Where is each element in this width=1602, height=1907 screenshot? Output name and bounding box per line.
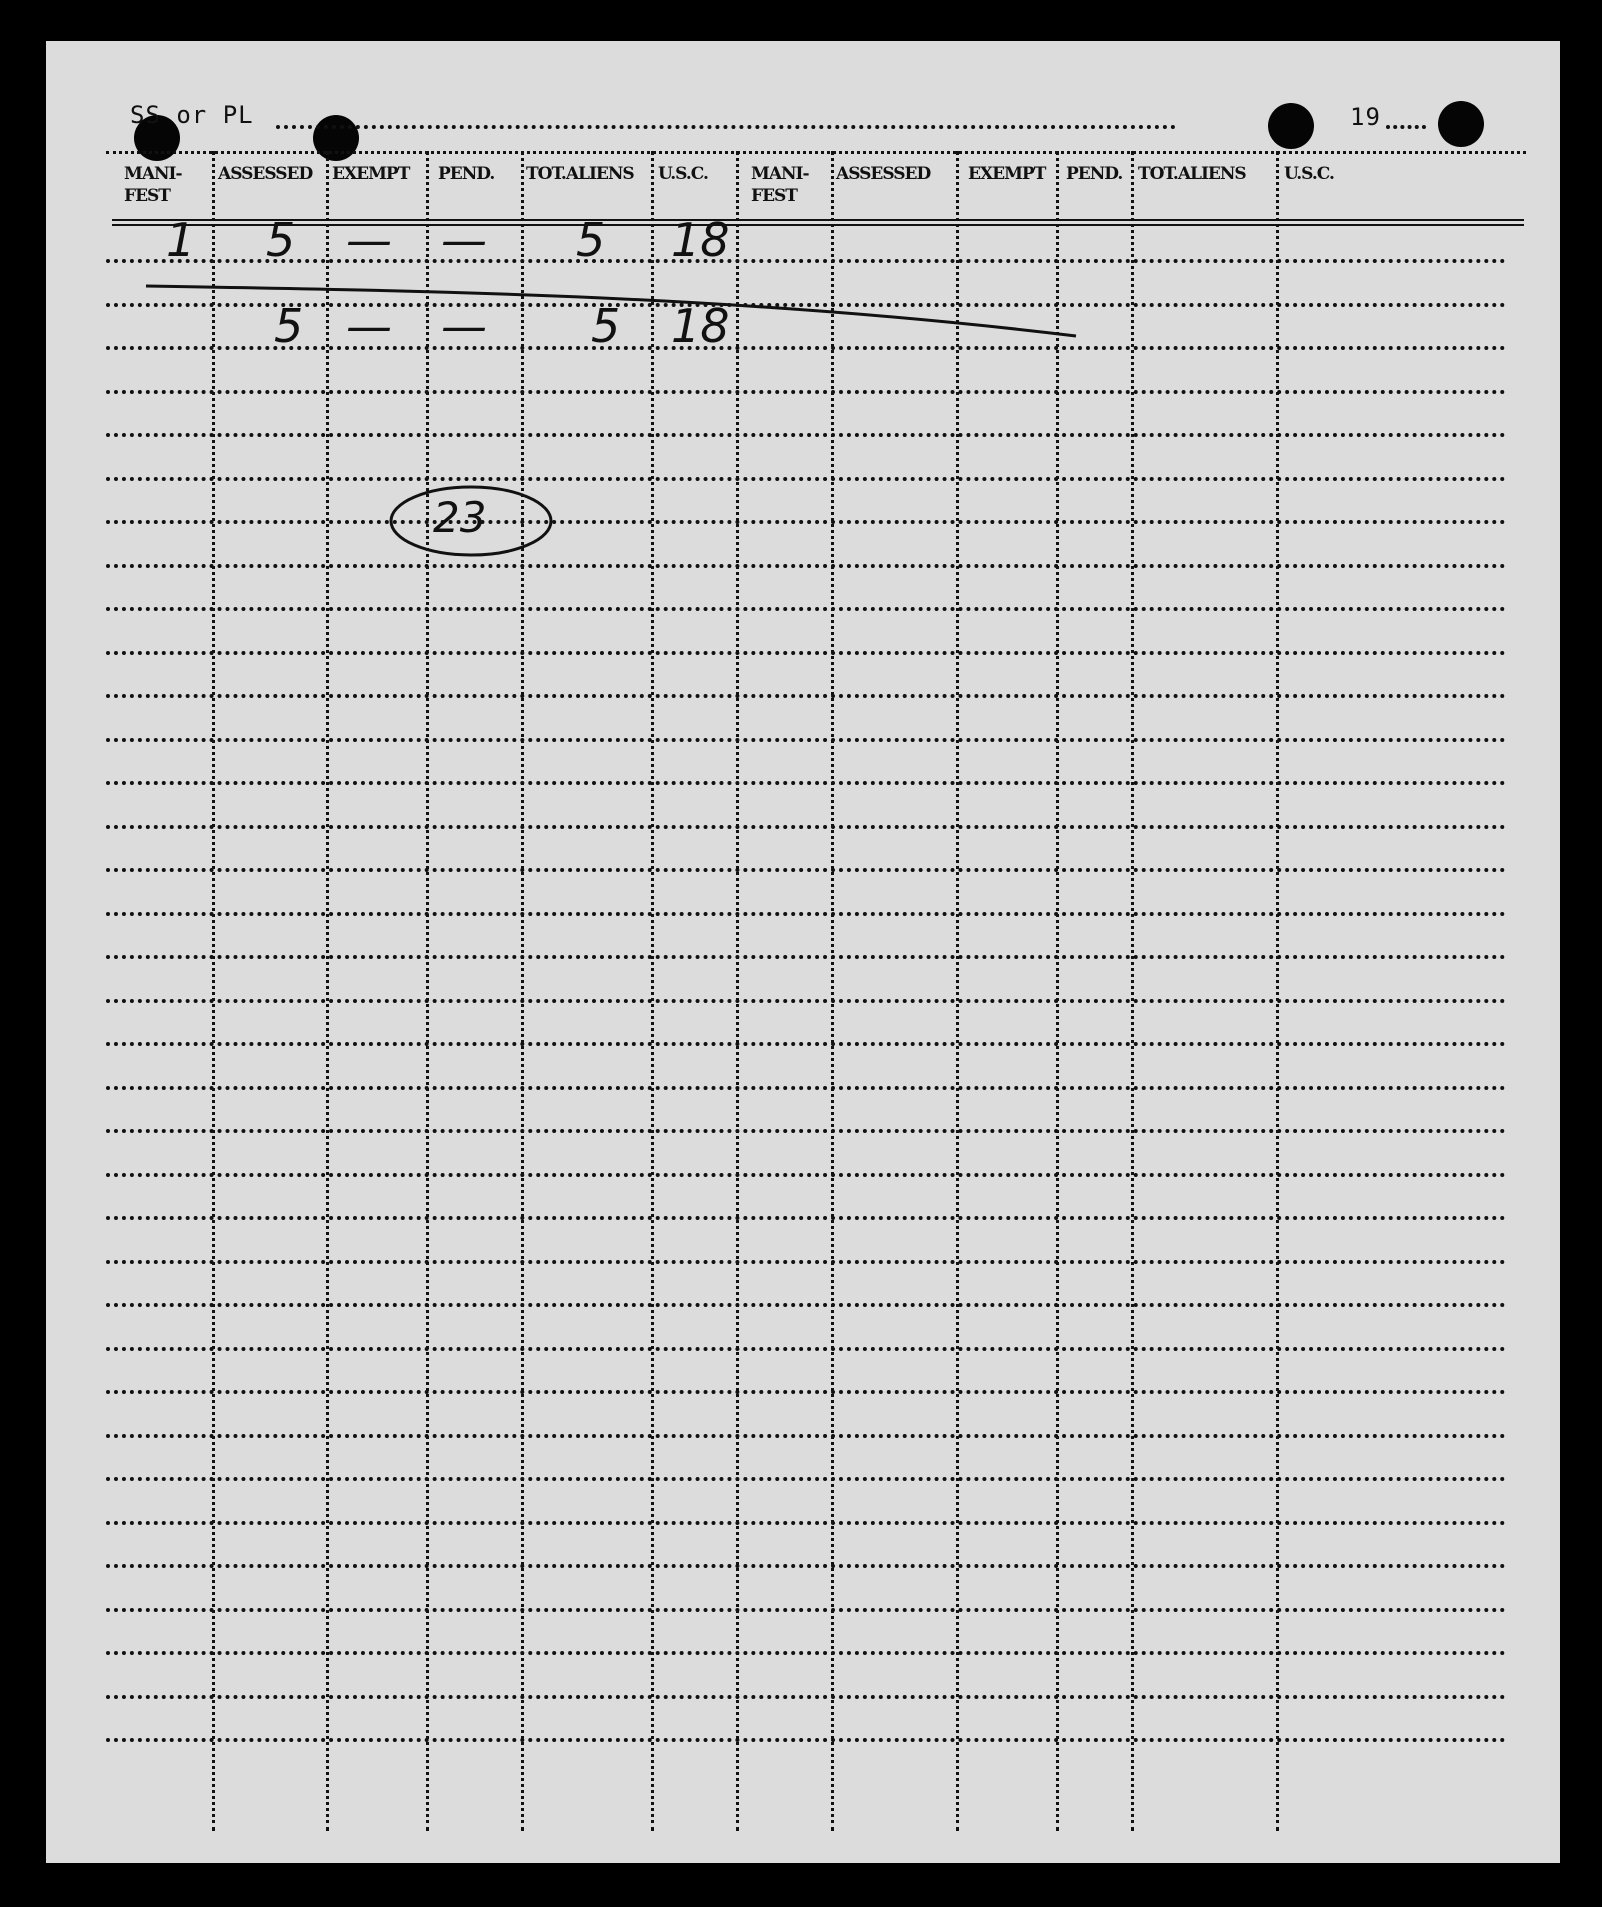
strike-line — [146, 286, 1076, 336]
total-assessed: 5 — [274, 299, 304, 353]
column-header-manifest: MANI- FEST — [124, 164, 182, 206]
entry-manifest: 1 — [166, 213, 196, 267]
total-exempt: — — [346, 299, 392, 353]
total-usc: 18 — [671, 299, 730, 353]
total-pend: — — [441, 299, 487, 353]
column-header-assessed_2: ASSESSED — [836, 164, 931, 184]
column-header-assessed: ASSESSED — [218, 164, 313, 184]
entry-pend: — — [441, 213, 487, 267]
total-tot_aliens: 5 — [591, 299, 621, 353]
form-sheet — [46, 41, 1560, 1863]
column-header-exempt_2: EXEMPT — [968, 164, 1046, 184]
entry-assessed: 5 — [266, 213, 296, 267]
column-header-exempt: EXEMPT — [332, 164, 410, 184]
column-header-pend: PEND. — [438, 164, 495, 184]
entry-usc: 18 — [671, 213, 730, 267]
column-header-pend_2: PEND. — [1066, 164, 1123, 184]
column-header-manifest_2: MANI- FEST — [751, 164, 809, 206]
column-header-tot_aliens_2: TOT.ALIENS — [1138, 164, 1246, 184]
vessel-label: SS or PL — [130, 101, 254, 129]
entry-exempt: — — [346, 213, 392, 267]
grand-total: 23 — [433, 493, 487, 542]
column-header-usc: U.S.C. — [658, 164, 708, 184]
column-header-usc_2: U.S.C. — [1284, 164, 1334, 184]
year-label: 19 — [1350, 103, 1381, 131]
entry-tot_aliens: 5 — [576, 213, 606, 267]
handwritten-marks — [46, 41, 1560, 1863]
column-header-tot_aliens: TOT.ALIENS — [526, 164, 634, 184]
